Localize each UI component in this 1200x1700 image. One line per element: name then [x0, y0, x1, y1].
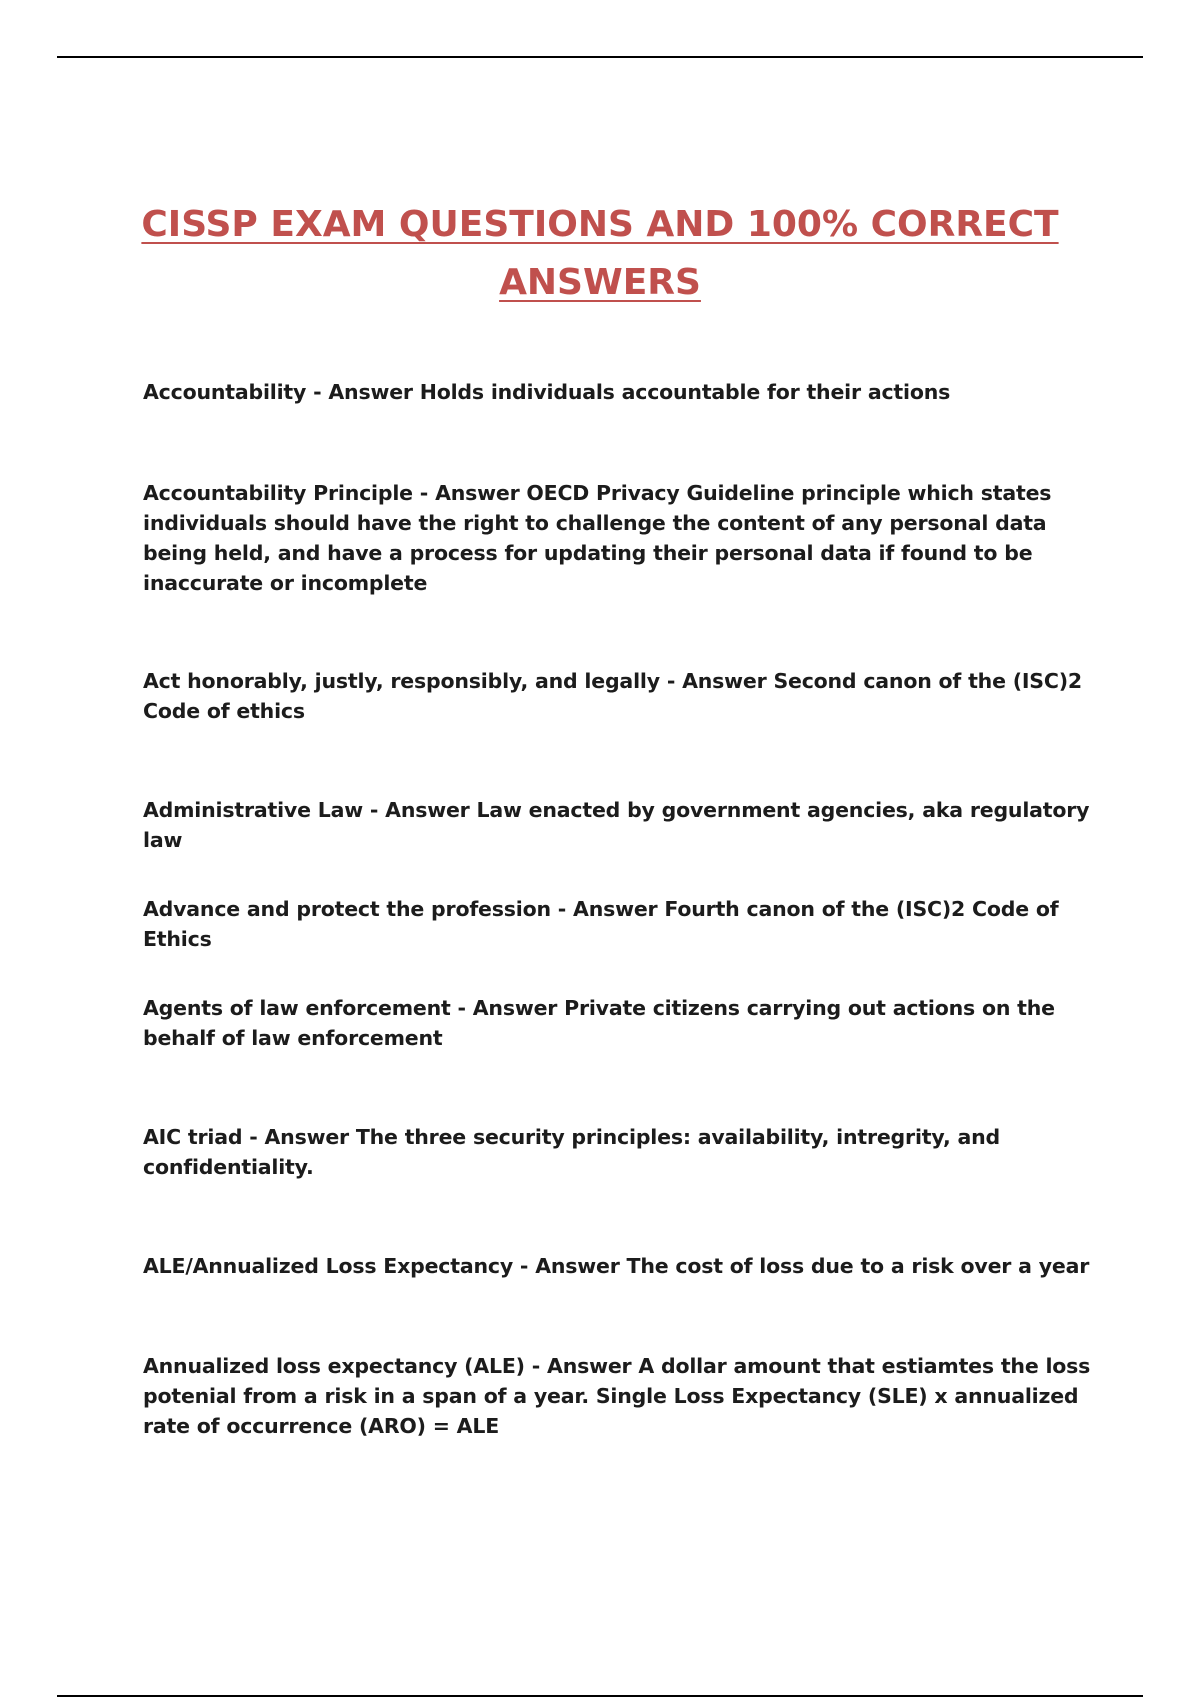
qa-term: Administrative Law	[143, 798, 363, 822]
qa-entry	[143, 993, 1093, 1053]
qa-answer: The cost of loss due to a risk over a year	[626, 1254, 1090, 1278]
qa-separator: -	[306, 380, 329, 404]
qa-entry	[143, 894, 1093, 954]
qa-separator: -	[659, 669, 683, 693]
document-title	[100, 196, 1100, 312]
qa-term: Accountability	[143, 380, 307, 404]
qa-answer-prefix: Answer	[264, 1125, 356, 1149]
title-line-2: ANSWERS	[499, 262, 701, 303]
qa-answer-prefix: Answer	[472, 996, 565, 1020]
qa-answer: OECD Privacy Guideline principle which states individuals should have the right to challenge the content of any personal data being held, and have a process for updating their personal data if found to be inaccurate or incomplete	[143, 481, 1052, 595]
qa-entry	[143, 1122, 1093, 1182]
qa-answer-prefix: Answer	[435, 481, 527, 505]
qa-separator: -	[362, 798, 386, 822]
qa-answer-prefix: Answer	[535, 1254, 627, 1278]
qa-separator: -	[450, 996, 473, 1020]
qa-answer: The three security principles: availability, intregrity, and confidentiality.	[143, 1125, 1000, 1179]
qa-separator: -	[550, 897, 574, 921]
qa-term: Agents of law enforcement	[143, 996, 451, 1020]
qa-separator: -	[524, 1354, 548, 1378]
qa-term: Accountability Principle	[143, 481, 413, 505]
qa-separator: -	[412, 481, 436, 505]
qa-answer-prefix: Answer	[547, 1354, 639, 1378]
qa-separator: -	[242, 1125, 265, 1149]
qa-answer: Fourth canon of the (ISC)2 Code of Ethics	[143, 897, 1059, 951]
qa-answer: Second canon of the (ISC)2 Code of ethics	[143, 669, 1082, 723]
qa-separator: -	[513, 1254, 536, 1278]
qa-answer: Private citizens carrying out actions on the behalf of law enforcement	[143, 996, 1055, 1050]
qa-term: Annualized loss expectancy (ALE)	[143, 1354, 525, 1378]
qa-term: AIC triad	[143, 1125, 243, 1149]
qa-answer-prefix: Answer	[682, 669, 774, 693]
bottom-rule	[57, 1695, 1143, 1697]
qa-answer: Law enacted by government agencies, aka regulatory law	[143, 798, 1090, 852]
qa-entry	[143, 1351, 1093, 1441]
qa-entry	[143, 666, 1093, 726]
qa-term: ALE/Annualized Loss Expectancy	[143, 1254, 513, 1278]
qa-term: Act honorably, justly, responsibly, and legally	[143, 669, 660, 693]
qa-answer-prefix: Answer	[573, 897, 665, 921]
qa-term: Advance and protect the profession	[143, 897, 551, 921]
qa-entry	[143, 1251, 1093, 1281]
qa-answer: A dollar amount that estiamtes the loss potenial from a risk in a span of a year. Single Loss Expectancy (SLE) x annualized rate of occurrence (ARO) = ALE	[143, 1354, 1091, 1438]
qa-answer-prefix: Answer	[385, 798, 477, 822]
qa-answer-prefix: Answer	[328, 380, 420, 404]
title-line-1: CISSP EXAM QUESTIONS AND 100% CORRECT	[141, 204, 1059, 245]
qa-answer: Holds individuals accountable for their actions	[419, 380, 951, 404]
top-rule	[57, 56, 1143, 58]
qa-entry	[143, 377, 1093, 407]
qa-entry	[143, 478, 1093, 598]
qa-entry	[143, 795, 1093, 855]
